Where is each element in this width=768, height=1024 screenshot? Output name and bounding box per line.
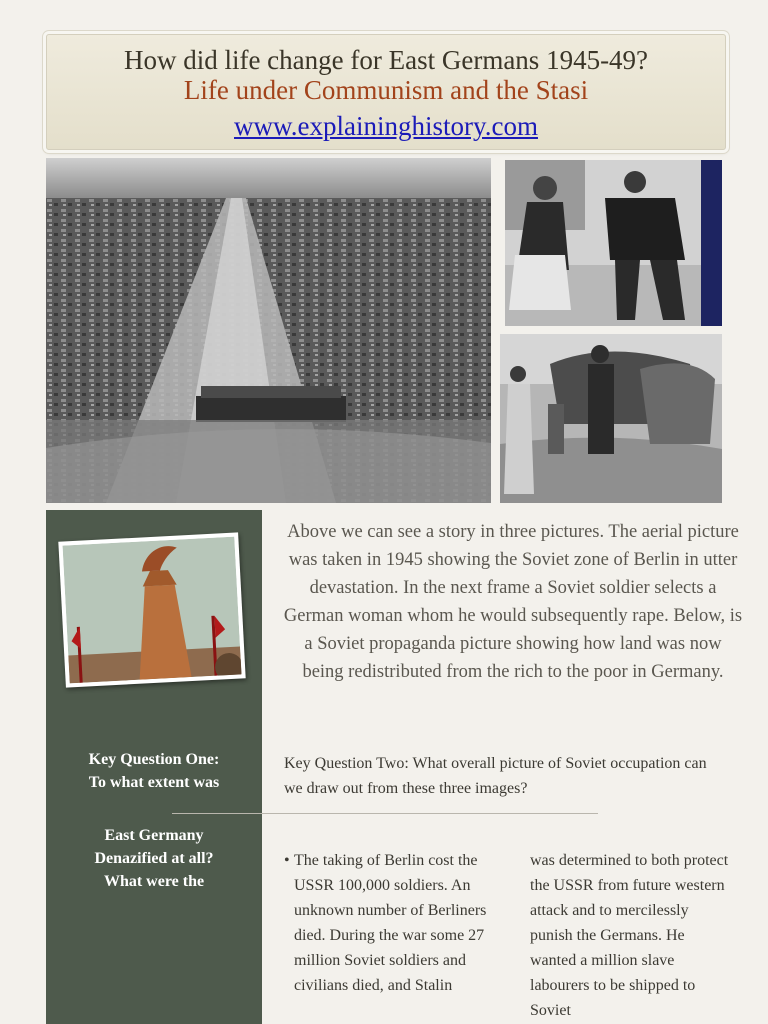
propaganda-horses-photo xyxy=(500,334,722,503)
page-title: How did life change for East Germans 1945-49? xyxy=(123,45,649,75)
body-column-right: was determined to both protect the USSR from future western attack and to mercilessly punish the Germans. He wanted a million slave labourers to be shipped to Soviet xyxy=(530,852,729,1019)
divider xyxy=(172,813,598,814)
monument-photo xyxy=(58,532,245,687)
title-banner xyxy=(46,34,726,150)
body-column-left: • The taking of Berlin cost the USSR 100,000 soldiers. An unknown number of Berliners died. During the war some 27 million Soviet soldiers and civilians died, and Stalin xyxy=(284,848,490,998)
key-question-one-line4: Denazified at all? xyxy=(94,850,214,867)
page-subtitle: Life under Communism and the Stasi xyxy=(183,75,589,105)
key-question-one-line5: What were the xyxy=(103,873,205,890)
berlin-aerial-photo xyxy=(46,158,491,503)
website-link[interactable]: www.explaininghistory.com xyxy=(234,111,538,141)
key-question-one-line2: To what extent was xyxy=(88,774,220,791)
key-question-one-line1: Key Question One: xyxy=(88,751,220,768)
key-question-one-line3: East Germany xyxy=(104,827,204,844)
intro-paragraph: Above we can see a story in three pictures. The aerial picture was taken in 1945 showing the Soviet zone of Berlin in utter devastation. In the next frame a Soviet soldier selects a German woman whom he would subsequently rape. Below, is a Soviet propaganda picture showing how land was now being redistributed from the rich to the poor in Germany. xyxy=(283,522,743,682)
soldier-woman-photo xyxy=(505,160,722,326)
key-question-two: Key Question Two: What overall picture of Soviet occupation can we draw out from these three images? xyxy=(284,755,707,797)
